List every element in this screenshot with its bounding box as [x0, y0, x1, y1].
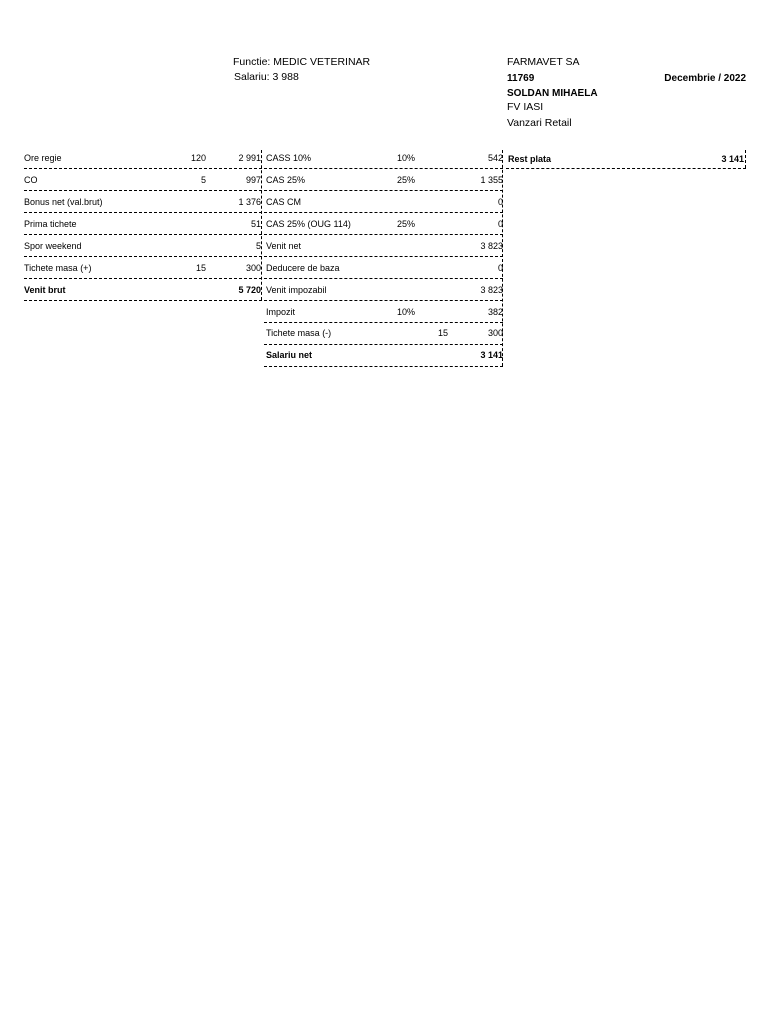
department-label: Vanzari Retail — [507, 117, 572, 129]
gross-income-value: 5 720 — [238, 285, 261, 295]
deduction-value: 542 — [487, 153, 503, 163]
earning-value: 51 — [250, 219, 261, 229]
deduction-label: CAS 25% (OUG 114) — [266, 219, 351, 229]
row-divider — [264, 322, 503, 323]
deduction-qty: 15 — [437, 328, 448, 338]
deduction-rate: 10% — [397, 307, 416, 317]
net-salary-label: Salariu net — [266, 350, 313, 360]
earning-qty: 5 — [200, 175, 206, 185]
deduction-value: 3 823 — [480, 241, 503, 251]
row-divider — [24, 234, 262, 235]
row-divider — [264, 212, 503, 213]
row-divider — [24, 256, 262, 257]
location-label: FV IASI — [507, 101, 544, 113]
deduction-value: 300 — [487, 328, 503, 338]
earning-label: Spor weekend — [24, 241, 82, 251]
row-divider — [24, 212, 262, 213]
deduction-value: 3 823 — [480, 285, 503, 295]
rest-plata-value: 3 141 — [721, 154, 744, 164]
row-divider — [24, 278, 262, 279]
earning-value: 2 991 — [238, 153, 261, 163]
earning-label: Tichete masa (+) — [24, 263, 92, 273]
earning-qty: 120 — [190, 153, 206, 163]
deduction-label: Venit impozabil — [266, 285, 327, 295]
deduction-label: CAS 25% — [266, 175, 306, 185]
deduction-rate: 10% — [397, 153, 416, 163]
column-divider — [261, 150, 262, 300]
earning-qty: 15 — [195, 263, 206, 273]
row-divider — [264, 278, 503, 279]
deduction-value: 1 355 — [480, 175, 503, 185]
deduction-value: 0 — [497, 263, 503, 273]
earning-value: 5 — [255, 241, 261, 251]
row-divider — [264, 344, 503, 345]
salariu-label: Salariu: 3 988 — [234, 71, 299, 83]
earning-label: Prima tichete — [24, 219, 77, 229]
column-divider — [502, 150, 503, 366]
payroll-period: Decembrie / 2022 — [664, 73, 746, 84]
functie-label: Functie: MEDIC VETERINAR — [233, 56, 371, 68]
row-divider — [24, 168, 262, 169]
deduction-label: Tichete masa (-) — [266, 328, 332, 338]
earning-label: Bonus net (val.brut) — [24, 197, 103, 207]
gross-income-label: Venit brut — [24, 285, 66, 295]
deduction-value: 0 — [497, 219, 503, 229]
deduction-label: Deducere de baza — [266, 263, 340, 273]
deduction-label: CASS 10% — [266, 153, 312, 163]
earning-value: 300 — [245, 263, 261, 273]
deduction-label: CAS CM — [266, 197, 302, 207]
deduction-label: Venit net — [266, 241, 302, 251]
earning-label: Ore regie — [24, 153, 62, 163]
deduction-value: 0 — [497, 197, 503, 207]
row-divider — [506, 168, 746, 169]
deduction-rate: 25% — [397, 219, 416, 229]
row-divider — [264, 366, 503, 367]
column-divider — [745, 150, 746, 168]
row-divider — [264, 234, 503, 235]
earning-label: CO — [24, 175, 38, 185]
row-divider — [264, 168, 503, 169]
row-divider — [24, 300, 262, 301]
row-divider — [264, 300, 503, 301]
earning-value: 1 376 — [238, 197, 261, 207]
deduction-label: Impozit — [266, 307, 296, 317]
deduction-rate: 25% — [397, 175, 416, 185]
row-divider — [24, 190, 262, 191]
row-divider — [264, 256, 503, 257]
rest-plata-label: Rest plata — [508, 154, 552, 164]
employee-id: 11769 — [507, 73, 535, 84]
net-salary-value: 3 141 — [480, 350, 503, 360]
company-name: FARMAVET SA — [507, 56, 580, 68]
row-divider — [264, 190, 503, 191]
deduction-value: 382 — [487, 307, 503, 317]
employee-name: SOLDAN MIHAELA — [507, 88, 598, 99]
earning-value: 997 — [245, 175, 261, 185]
